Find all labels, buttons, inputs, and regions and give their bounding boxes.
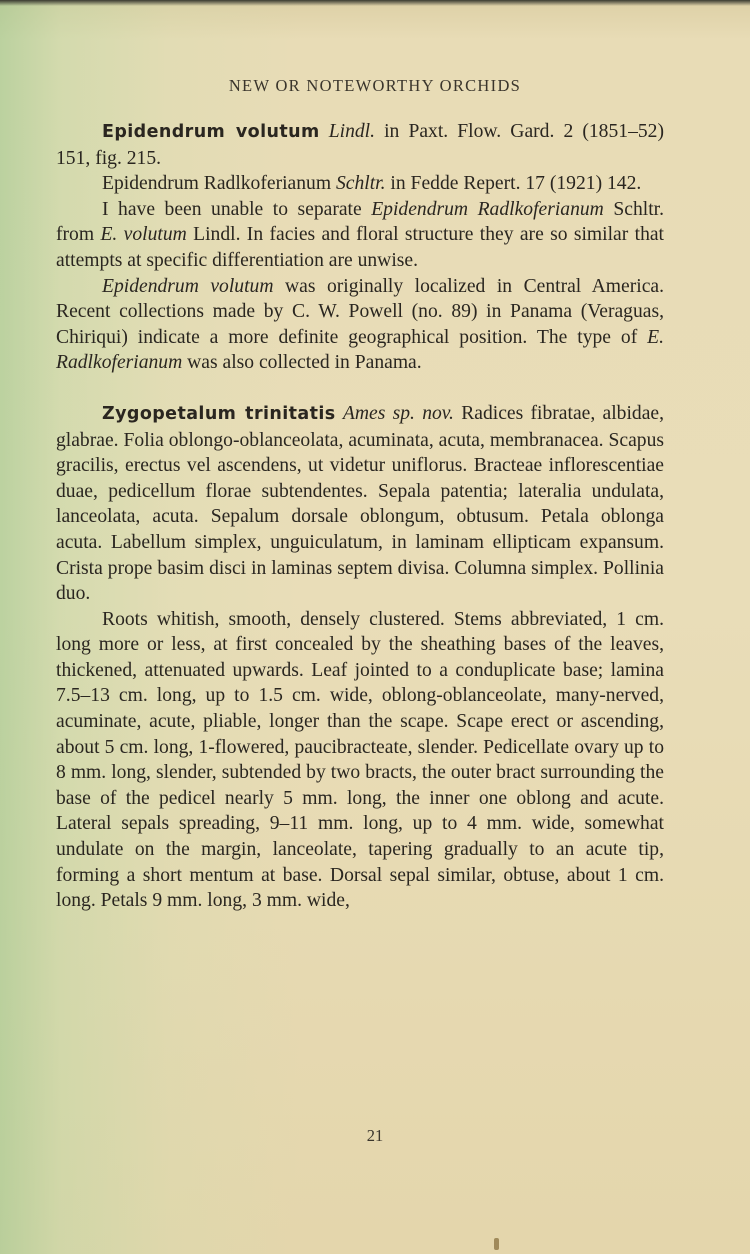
entry-heading-zygopetalum — [56, 401, 664, 607]
page-top-edge — [0, 0, 750, 6]
species-name: Epidendrum volutum — [102, 122, 320, 142]
italic-run: Epidendrum volutum — [102, 275, 274, 297]
species-author: Lindl. — [328, 121, 376, 142]
body-text — [56, 119, 664, 914]
discussion-paragraph — [56, 197, 664, 274]
text-run: Schltr. from — [56, 198, 664, 246]
italic-run: Epidendrum Radlkoferianum — [371, 198, 604, 220]
italic-run: E. Radlkoferianum — [56, 326, 664, 374]
species-name: Zygopetalum trinitatis — [102, 403, 336, 424]
english-description: Roots whitish, smooth, densely clustered. Stems abbreviated, 1 cm. long more or less, at first concealed by the sheathing bases of the leaves, thickened, attenuated upwards. Leaf jointed to a conduplicate base; lamina 7.5–13 cm. long, up to 1.5 cm. wide, oblong-oblanceolate, many-nerved, acuminate, acute, pliable, longer than the scape. Scape erect or ascending, about 5 cm. long, 1-flowered, paucibracteate, slender. Pedicellate ovary up to 8 mm. long, slender, subtended by two bracts, the outer bract surrounding the base of the pedicel nearly 5 mm. long, the inner one oblong and acute. Lateral sepals spreading, 9–11 mm. long, up to 4 mm. wide, somewhat undulate on the margin, lanceolate, tapering gradually to an acute tip, forming a short mentum at base. Dorsal sepal similar, obtuse, about 1 cm. long. Petals 9 mm. long, 3 mm. wide, — [56, 608, 664, 912]
citation: in Paxt. Flow. Gard. 2 (1851–52) 151, fig. 215. — [56, 121, 664, 169]
text-run: was also collected in Panama. — [182, 352, 422, 374]
page-speck — [494, 1238, 499, 1250]
synonym-citation: in Fedde Repert. 17 (1921) 142. — [385, 173, 642, 195]
section-gap — [56, 376, 664, 401]
synonym-name: Epidendrum Radlkoferianum — [102, 173, 336, 195]
synonym-paragraph — [56, 171, 664, 197]
text-run: Lindl. In facies and floral structure they are so similar that attempts at specific differentiation are unwise. — [56, 224, 665, 271]
running-head: NEW OR NOTEWORTHY ORCHIDS — [228, 76, 522, 95]
species-author: Ames sp. nov. — [342, 402, 454, 424]
text-run: I have been unable to separate — [102, 198, 372, 220]
synonym-author: Schltr. — [335, 173, 386, 195]
page-number: 21 — [366, 1126, 384, 1145]
entry-heading-epidendrum — [56, 119, 664, 171]
italic-run: E. volutum — [100, 224, 187, 246]
latin-description: Radices fibratae, albidae, glabrae. Folia oblongo-oblanceolata, acuminata, acuta, membranacea. Scapus gracilis, erectus vel ascendens, ut videtur uniflorus. Bracteae inflorescentiae duae, pedicellum florae subtendentes. Sepala patentia; lateralia undulata, lanceolata, acuta. Sepalum dorsale oblongum, obtusum. Petala oblonga acuta. Labellum simplex, unguiculatum, in laminam ellipticam expansum. Crista prope basim disci in laminas septem divisa. Columna simplex. Pollinia duo. — [56, 402, 664, 605]
distribution-paragraph — [56, 274, 664, 376]
text-run: was originally localized in Central America. Recent collections made by C. W. Powell (no. 89) in Panama (Veraguas, Chiriqui) indicate a more definite geographical position. The type of — [56, 275, 664, 348]
